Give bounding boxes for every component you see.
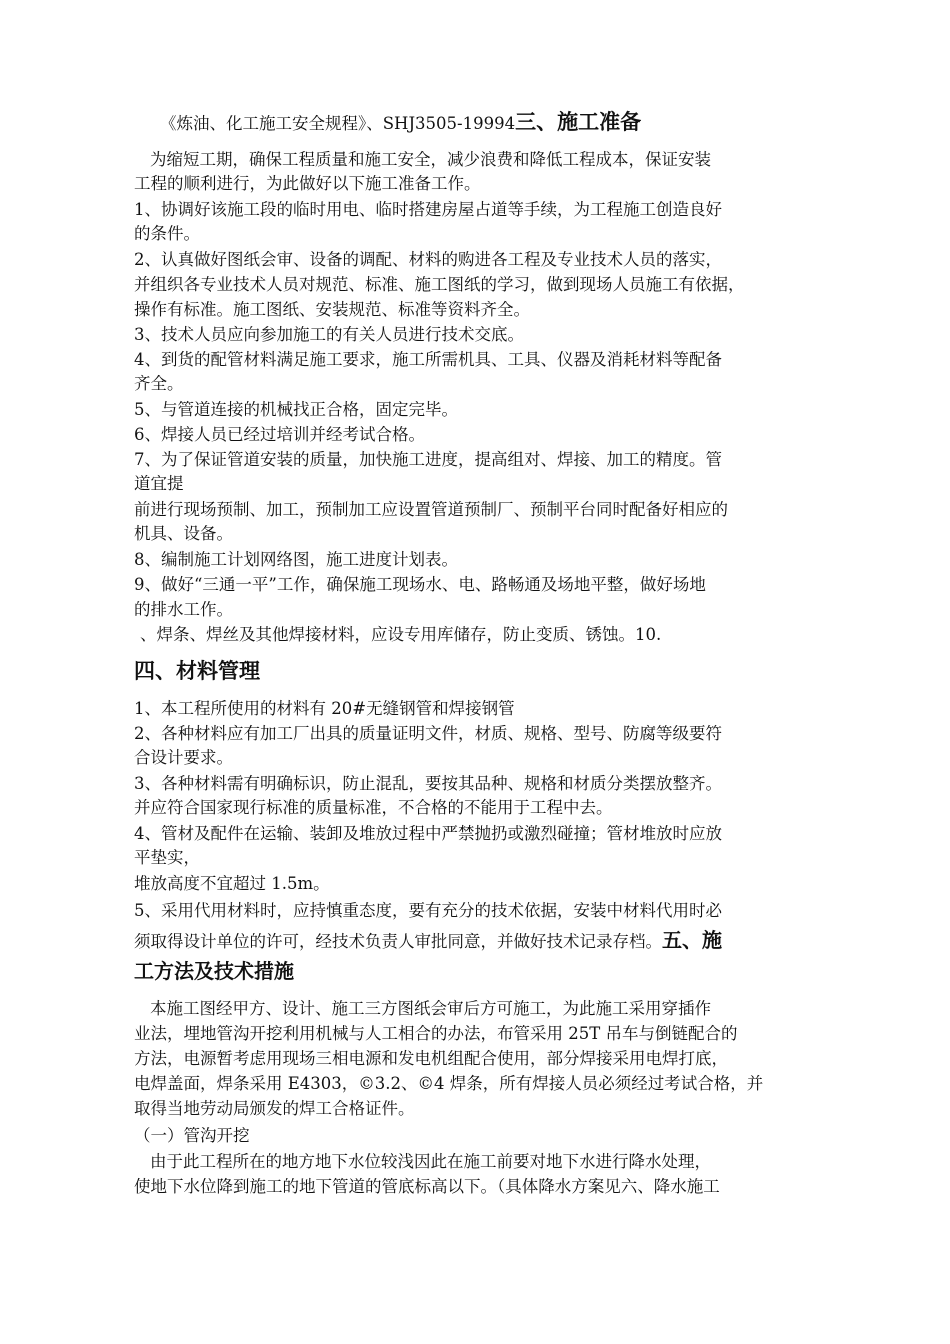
text-line: 1、协调好该施工段的临时用电、临时搭建房屋占道等手续，为工程施工创造良好	[134, 200, 722, 219]
text-line	[160, 110, 641, 136]
text-line: 5、与管道连接的机械找正合格，固定完毕。	[134, 400, 458, 419]
text-line: 的排水工作。	[134, 600, 233, 619]
text-line: 、焊条、焊丝及其他焊接材料，应设专用库储存，防止变质、锈蚀。10.	[140, 625, 662, 644]
text-line: 使地下水位降到施工的地下管道的管底标高以下。（具体降水方案见六、降水施工	[134, 1177, 720, 1196]
text-line: 6、焊接人员已经过培训并经考试合格。	[134, 425, 425, 444]
text-line: 9、做好“三通一平”工作，确保施工现场水、电、路畅通及场地平整，做好场地	[134, 575, 706, 594]
text-line: 2、各种材料应有加工厂出具的质量证明文件，材质、规格、型号、防腐等级要符	[134, 724, 722, 743]
text-line: 4、管材及配件在运输、装卸及堆放过程中严禁抛扔或激烈碰撞；管材堆放时应放	[134, 824, 722, 843]
text-line: 合设计要求。	[134, 748, 233, 767]
text-line	[134, 928, 722, 954]
text-line: 为缩短工期，确保工程质量和施工安全，减少浪费和降低工程成本，保证安装	[150, 150, 711, 169]
text-line: 8、编制施工计划网络图，施工进度计划表。	[134, 550, 458, 569]
text-line: 堆放高度不宜超过 1.5m。	[134, 874, 330, 893]
text-line: 2、认真做好图纸会审、设备的调配、材料的购进各工程及专业技术人员的落实，	[134, 250, 722, 269]
text-line: 取得当地劳动局颁发的焊工合格证件。	[134, 1099, 415, 1118]
text-line: 平垫实，	[134, 848, 200, 867]
text-line: 3、各种材料需有明确标识，防止混乱，要按其品种、规格和材质分类摆放整齐。	[134, 774, 722, 793]
text-line: 机具、设备。	[134, 524, 233, 543]
subsection-heading: （一）管沟开挖	[134, 1126, 250, 1145]
section-heading-3: 三、施工准备	[515, 110, 642, 134]
text-line: 业法，埋地管沟开挖利用机械与人工相合的办法，布管采用 25T 吊车与倒链配合的	[134, 1024, 738, 1043]
text-line: 的条件。	[134, 224, 200, 243]
text-line: 齐全。	[134, 374, 184, 393]
text-line: 4、到货的配管材料满足施工要求，施工所需机具、工具、仪器及消耗材料等配备	[134, 350, 722, 369]
text-line: 道宜提	[134, 474, 184, 493]
text-span: 须取得设计单位的许可，经技术负责人审批同意，并做好技术记录存档。	[134, 932, 662, 951]
text-line: 前进行现场预制、加工，预制加工应设置管道预制厂、预制平台同时配备好相应的	[134, 500, 728, 519]
text-line: 1、本工程所使用的材料有 20#无缝钢管和焊接钢管	[134, 699, 515, 718]
text-line: 本施工图经甲方、设计、施工三方图纸会审后方可施工，为此施工采用穿插作	[150, 999, 711, 1018]
text-line: 3、技术人员应向参加施工的有关人员进行技术交底。	[134, 325, 524, 344]
text-line: 并组织各专业技术人员对规范、标准、施工图纸的学习，做到现场人员施工有依据，	[134, 275, 745, 294]
text-line: 由于此工程所在的地方地下水位较浅因此在施工前要对地下水进行降水处理，	[150, 1152, 711, 1171]
text-line: 方法，电源暂考虑用现场三相电源和发电机组配合使用，部分焊接采用电焊打底，	[134, 1049, 728, 1068]
section-heading-4: 四、材料管理	[134, 659, 260, 683]
reference-text: 《炼油、化工施工安全规程》、SHJ3505-19994	[160, 114, 516, 133]
text-line: 操作有标准。施工图纸、安装规范、标准等资料齐全。	[134, 300, 530, 319]
text-line: 电焊盖面，焊条采用 E4303，©3.2、©4 焊条，所有焊接人员必须经过考试合格，并	[134, 1074, 764, 1093]
text-line: 5、采用代用材料时，应持慎重态度，要有充分的技术依据，安装中材料代用时必	[134, 901, 722, 920]
section-heading-5-continued: 工方法及技术措施	[134, 959, 294, 983]
text-line: 7、为了保证管道安装的质量，加快施工进度，提高组对、焊接、加工的精度。管	[134, 450, 722, 469]
section-heading-5: 五、施	[662, 928, 722, 952]
text-line: 工程的顺利进行，为此做好以下施工准备工作。	[134, 174, 481, 193]
text-line: 并应符合国家现行标准的质量标准，不合格的不能用于工程中去。	[134, 798, 613, 817]
